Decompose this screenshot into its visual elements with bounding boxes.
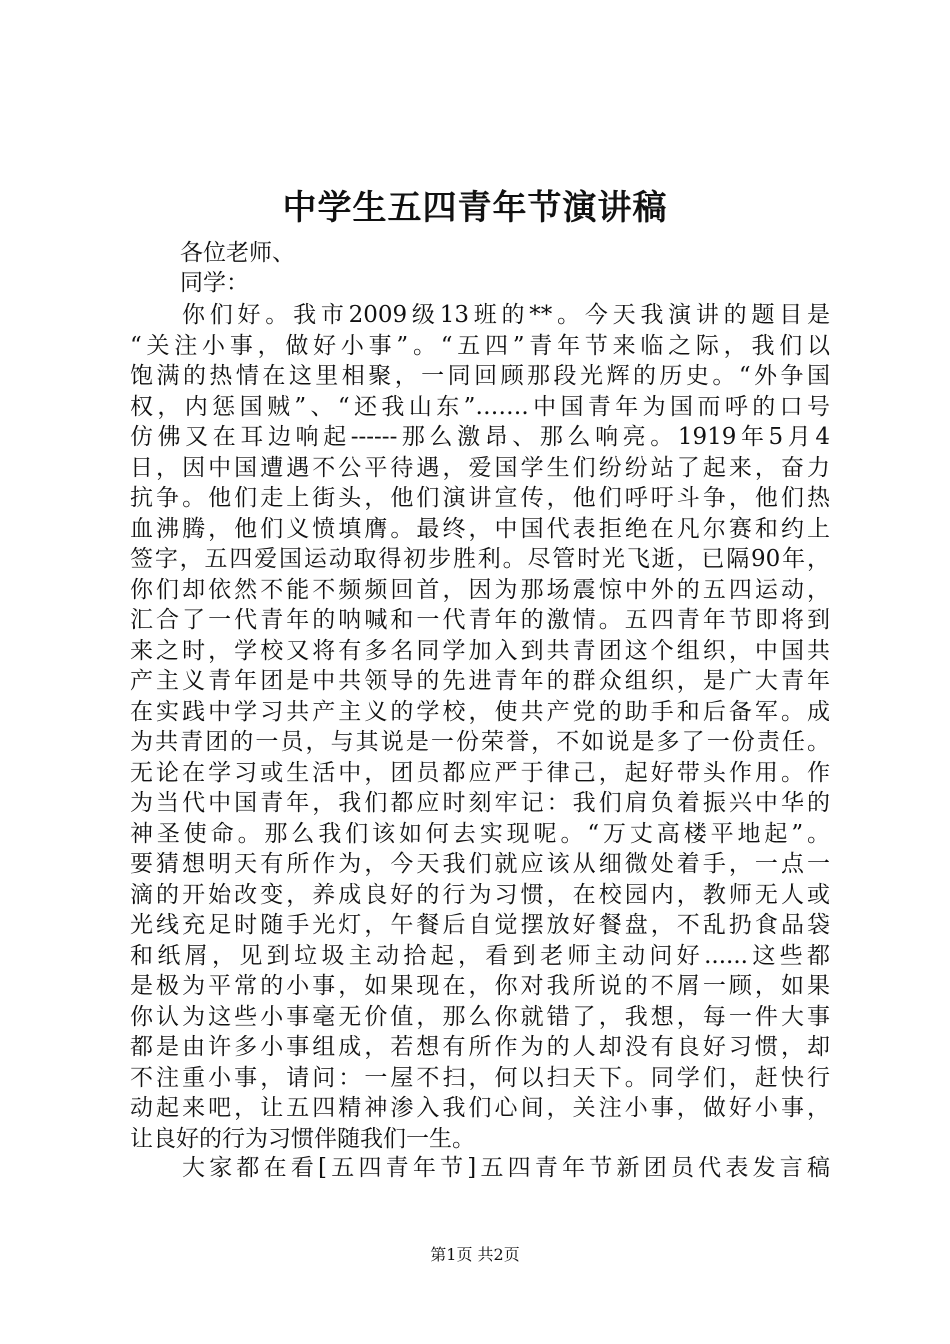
page-number-footer: 第1页 共2页 bbox=[430, 1245, 520, 1264]
body-line: 来之时，学校又将有多名同学加入到共青团这个组织，中国共 bbox=[130, 637, 830, 664]
body-line: 都是由许多小事组成，若想有所作为的人却没有良好习惯，却 bbox=[130, 1034, 830, 1060]
document-title: 中学生五四青年节演讲稿 bbox=[282, 188, 668, 228]
body-line: 为当代中国青年，我们都应时刻牢记：我们肩负着振兴中华的 bbox=[130, 790, 830, 816]
body-line: 汇合了一代青年的呐喊和一代青年的激情。五四青年节即将到 bbox=[130, 607, 830, 633]
body-line: 你们却依然不能不频频回首，因为那场震惊中外的五四运动， bbox=[130, 576, 830, 603]
body-line: 动起来吧，让五四精神渗入我们心间，关注小事，做好小事， bbox=[130, 1095, 830, 1121]
body-line: 神圣使命。那么我们该如何去实现呢。“万丈高楼平地起”。 bbox=[130, 820, 830, 847]
body-line: 要猜想明天有所作为，今天我们就应该从细微处着手，一点一 bbox=[130, 851, 830, 877]
speech-body bbox=[130, 300, 830, 1154]
salutation-line-2: 同学： bbox=[180, 270, 249, 296]
body-line: 你们好。我市2009级13班的**。今天我演讲的题目是 bbox=[182, 302, 830, 328]
body-line: 滴的开始改变，养成良好的行为习惯，在校园内，教师无人或 bbox=[130, 881, 830, 908]
body-line: 日，因中国遭遇不公平待遇，爱国学生们纷纷站了起来，奋力 bbox=[130, 454, 830, 481]
body-line: 无论在学习或生活中，团员都应严于律己，起好带头作用。作 bbox=[130, 759, 830, 786]
related-article-line: 大家都在看[五四青年节]五四青年节新团员代表发言稿 bbox=[182, 1155, 830, 1181]
body-line: 光线充足时随手光灯，午餐后自觉摆放好餐盘，不乱扔食品袋 bbox=[130, 912, 830, 938]
body-line: 你认为这些小事毫无价值，那么你就错了，我想，每一件大事 bbox=[130, 1003, 830, 1030]
body-line: 和纸屑，见到垃圾主动拾起，看到老师主动问好......这些都 bbox=[130, 942, 830, 969]
body-line: 是极为平常的小事，如果现在，你对我所说的不屑一顾，如果 bbox=[130, 973, 830, 999]
body-line: 抗争。他们走上街头，他们演讲宣传，他们呼吁斗争，他们热 bbox=[130, 485, 830, 511]
body-line: 血沸腾，他们义愤填膺。最终，中国代表拒绝在凡尔赛和约上 bbox=[130, 515, 830, 542]
body-line: 不注重小事，请问：一屋不扫，何以扫天下。同学们，赶快行 bbox=[130, 1064, 830, 1091]
body-line: 在实践中学习共产主义的学校，使共产党的助手和后备军。成 bbox=[130, 698, 830, 725]
body-line: 为共青团的一员，与其说是一份荣誉，不如说是多了一份责任。 bbox=[130, 729, 830, 755]
body-line: 权，内惩国贼”、“还我山东”…….中国青年为国而呼的口号 bbox=[130, 393, 830, 420]
body-line: 产主义青年团是中共领导的先进青年的群众组织，是广大青年 bbox=[130, 668, 830, 694]
body-line: 饱满的热情在这里相聚，一同回顾那段光辉的历史。“外争国 bbox=[130, 363, 830, 389]
body-line: 签字，五四爱国运动取得初步胜利。尽管时光飞逝，已隔90年， bbox=[130, 546, 830, 572]
salutation-line-1: 各位老师、 bbox=[180, 240, 295, 266]
body-line: 让良好的行为习惯伴随我们一生。 bbox=[130, 1125, 475, 1152]
body-line: 仿佛又在耳边响起------那么激昂、那么响亮。1919年5月4 bbox=[130, 424, 830, 450]
body-line: “关注小事，做好小事”。“五四”青年节来临之际，我们以 bbox=[130, 332, 830, 359]
